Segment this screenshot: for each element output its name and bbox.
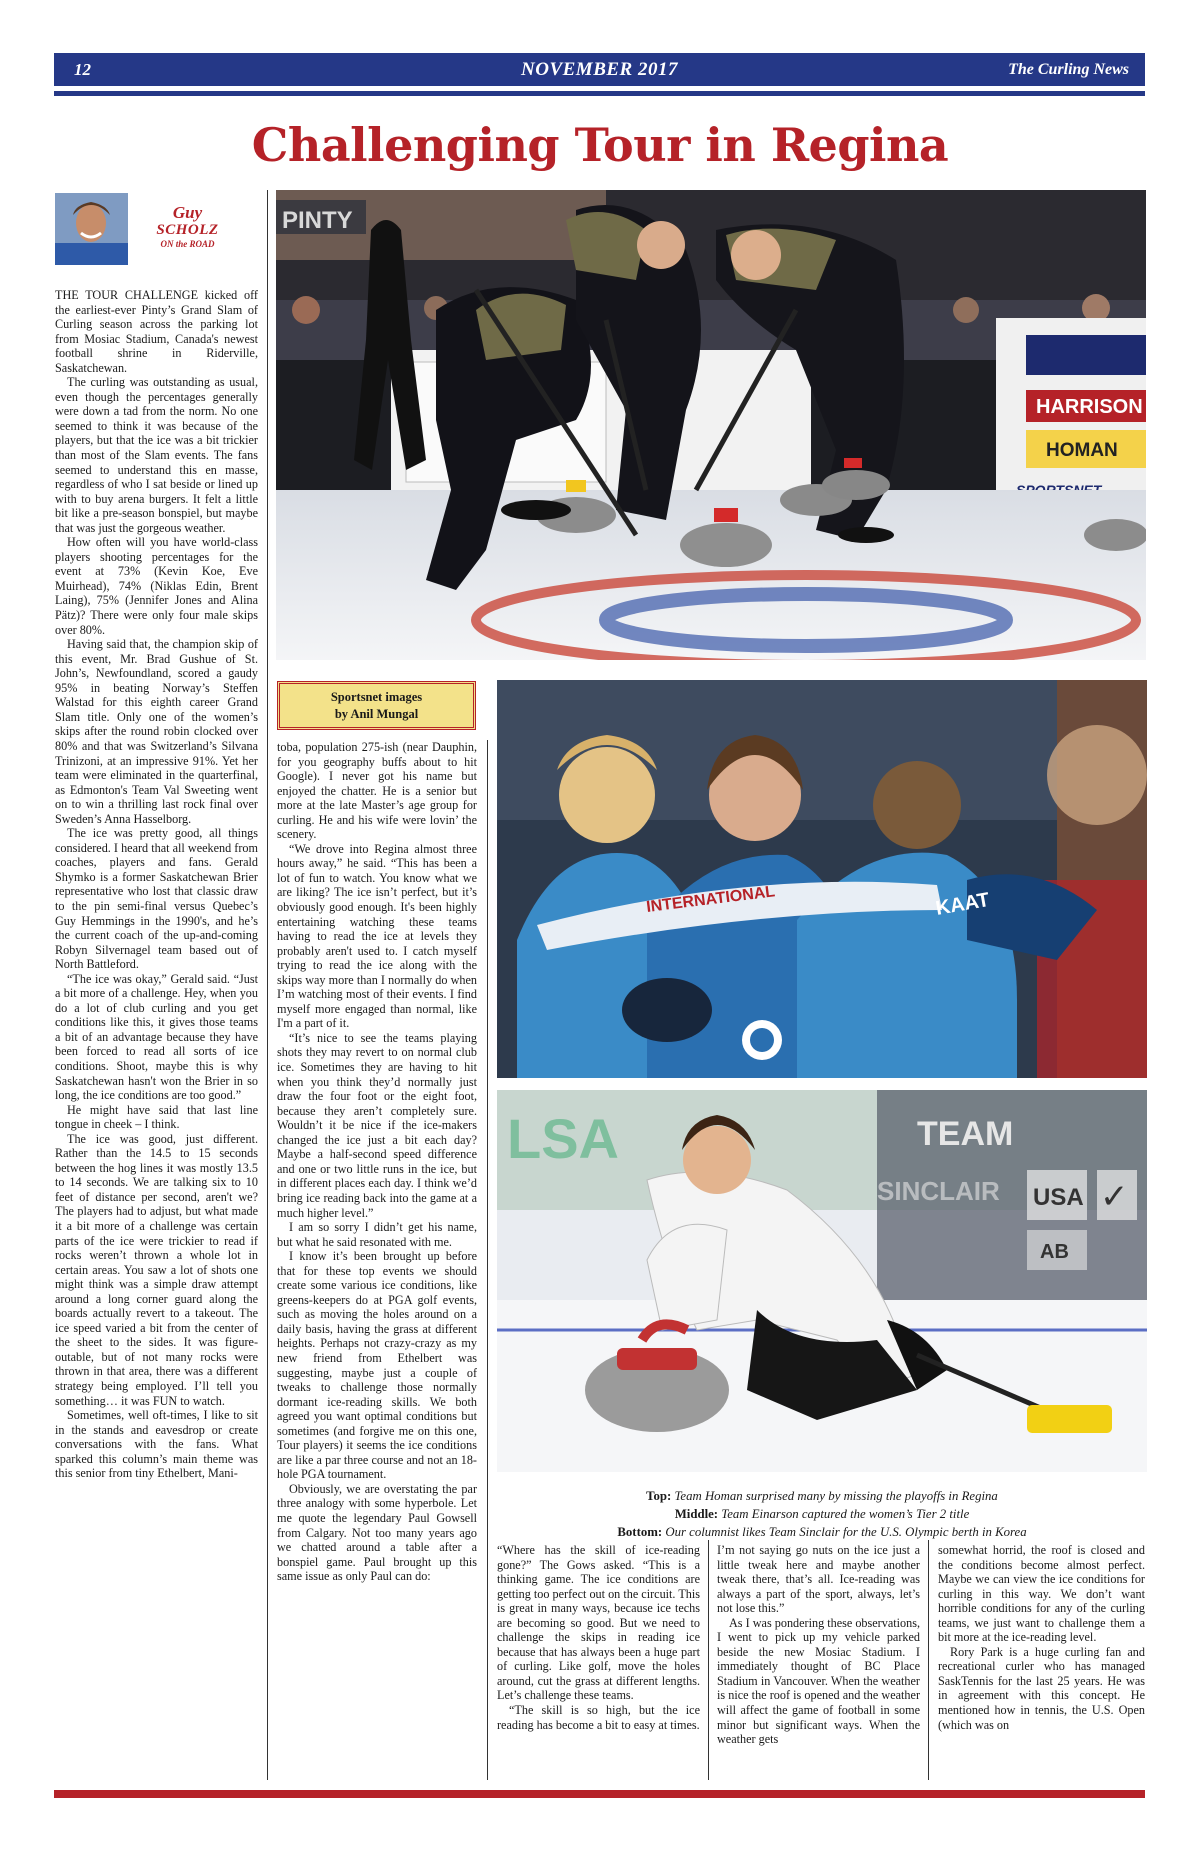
caption-text: Team Einarson captured the women’s Tier 2 title	[721, 1507, 970, 1521]
paragraph: As I was pondering these observations, I went to pick up my vehicle parked beside the new Mosiac Stadium. I immediately thought of BC Place Stadium in Vancouver. When the weather is nice the roof is opened and the weather will affect the game of football in some minor but significant ways. When the weather gets	[717, 1615, 920, 1747]
photo-credit-line: by Anil Mungal	[334, 707, 419, 721]
article-column-3	[497, 1543, 700, 1780]
sign-text: TEAM	[917, 1115, 1014, 1153]
article-column-4	[717, 1543, 920, 1780]
author-last-name: SCHOLZ	[156, 222, 219, 238]
sign-text: PINTY	[282, 207, 353, 234]
paragraph: I know it’s been brought up before that for these top events we should create some various ice conditions, like greens-keepers do at PGA golf events, such as moving the holes around on a daily basis, having the grass at different heights. Perhaps not crazy-crazy as my new friend from Ethelbert was suggesting, maybe just a couple of tweaks to challenge those normally dormant ice-reading skills. We both agreed you want optimal conditions but sometimes (and forgive me on this one, Tour players) it seems the ice conditions are like a par three course and not an 18-hole PGA tournament.	[277, 1249, 477, 1482]
paragraph: I am so sorry I didn’t get his name, but what he said resonated with me.	[277, 1220, 477, 1249]
sign-text: AB	[1040, 1241, 1069, 1263]
paragraph: THE TOUR CHALLENGE kicked off the earliest-ever Pinty’s Grand Slam of Curling season across the parking lot from Mosiac Stadium, Canada's newest football shrine in Riderville, Saskatchewan.	[55, 288, 258, 375]
paragraph: Rory Park is a huge curling fan and recreational curler who has managed SaskTennis for the last 25 years. He was in agreement with this concept. He mentioned how in tennis, the U.S. Open (which was on	[938, 1644, 1145, 1732]
column-rule	[928, 1540, 929, 1780]
photo-team-sinclair	[497, 1090, 1147, 1472]
page-number: 12	[74, 60, 91, 79]
sign-text: HARRISON	[1036, 396, 1143, 418]
column-rule	[267, 190, 268, 1780]
paragraph: somewhat horrid, the roof is closed and the conditions become almost perfect. Maybe we can view the ice conditions for curling in this way. We don’t want horrible conditions for any of the curling teams, we just want to challenge them a bit more at the ice-reading level.	[938, 1543, 1145, 1645]
article-column-2	[277, 740, 477, 1780]
sign-text: USA	[1033, 1184, 1084, 1211]
issue-date: NOVEMBER 2017	[521, 59, 678, 80]
photo-credit-box	[277, 681, 476, 730]
columnist-photo	[55, 193, 128, 265]
svg-text:✓: ✓	[1100, 1177, 1129, 1217]
article-column-5	[938, 1543, 1145, 1780]
paragraph: He might have said that last line tongue in cheek – I think.	[55, 1102, 258, 1132]
author-first-name: Guy	[172, 203, 203, 222]
jacket-text: KAAT	[934, 888, 992, 920]
caption-line	[497, 1505, 1147, 1523]
caption-label: Bottom:	[617, 1525, 663, 1539]
paragraph: How often will you have world-class players shooting percentages for the event at 73% (Kevin Koe, Eve Muirhead), 74% (Niklas Edin, Brent Laing), 75% (Jennifer Jones and Alina Pätz)? There were only four male skips over 80%.	[55, 535, 258, 637]
caption-text: Our columnist likes Team Sinclair for the U.S. Olympic berth in Korea	[665, 1525, 1027, 1539]
caption-label: Top:	[646, 1489, 672, 1503]
header-rule	[54, 91, 1145, 96]
paragraph: I’m not saying go nuts on the ice just a little tweak here and maybe another tweak there, that’s all. Ice-reading was always a part of the sport, always, let’s not lose this.”	[717, 1543, 920, 1616]
sign-text: SINCLAIR	[877, 1176, 1000, 1206]
photo-team-einarson	[497, 680, 1147, 1078]
byline	[120, 204, 255, 250]
paragraph: “It’s nice to see the teams playing shots they may revert to on normal club ice. Sometimes they are having to hit when you think they’d normally just draw the four foot or the eight foot, because they aren’t completely sure. Wouldn’t it be nice if the ice-makers changed the ice just a bit each day? Maybe a half-second speed difference and one or two little runs in the ice, but in different places each day. I think we’d bring ice reading back into the game at a much higher level.”	[277, 1030, 477, 1220]
paragraph: “The ice was okay,” Gerald said. “Just a bit more of a challenge. Hey, when you do a lot of club curling and you get conditions like this, it gives those teams a bit of an advantage because they have been forced to read all sorts of ice conditions. Shoot, maybe this is why Saskatchewan hasn't won the Brier in so long, the ice conditions are too good.”	[55, 971, 258, 1103]
caption-text: Team Homan surprised many by missing the playoffs in Regina	[674, 1489, 998, 1503]
footer-rule	[54, 1790, 1145, 1798]
header-bar	[54, 53, 1145, 86]
article-column-1	[55, 288, 258, 1780]
caption-line	[497, 1487, 1147, 1505]
column-rule	[487, 740, 488, 1780]
banner-text: INTERNATIONAL	[645, 883, 776, 916]
paragraph: Having said that, the champion skip of this event, Mr. Brad Gushue of St. John’s, Newfoundland, scored a gaudy 95% in beating Norway’s Steffen Walstad for this eighth career Grand Slam title. Only one of the women’s skips after the round robin clocked over 80% and that was Switzerland’s Silvana Trinizoni, at an impressive 91%. Yet her team were eliminated in the quarterfinal, as Edmonton's Team Val Sweeting went on to win a thrilling last rock final over Sweden’s Anna Hasselborg.	[55, 637, 258, 826]
paragraph: “The skill is so high, but the ice reading has become a bit to easy at times.	[497, 1703, 700, 1732]
svg-text:LSA: LSA	[507, 1107, 619, 1170]
paragraph: “We drove into Regina almost three hours away,” he said. “This has been a lot of fun to watch. You know what we are liking? The ice isn’t perfect, but it’s obviously good enough. It's been highly entertaining watching these teams having to read the ice at levels they probably aren't used to. I catch myself trying to read the ice along with the skips way more than I normally do when I’m watching most of their events. I find myself more engaged than normal, like I'm a part of it.	[277, 841, 477, 1031]
publication-name: The Curling News	[1008, 61, 1129, 78]
paragraph: The ice was good, just different. Rather than the 14.5 to 15 seconds between the hog lines it was mostly 13.5 to 14 seconds. We are talking six to 10 feet of distance per second, aren't we? The players had to adjust, but what made it a bit more of a challenge was certain parts of the ice were trickier to read if rocks weren’t thrown a whole lot in certain areas. You saw a lot of shots one might think was a simple draw attempt around a long corner guard along the boards actually revert to a takeout. The ice speed varied a bit from the center of the sheet to the sides. It was figure-outable, but of not many rocks were thrown in that area, there was a different strategy being employed. I’ll tell you something… it was FUN to watch.	[55, 1131, 258, 1408]
paragraph: Obviously, we are overstating the par three analogy with some hyperbole. Let me quote the legendary Paul Gowsell from Calgary. Not too many years ago we chatted around a table after a bonspiel game. Paul brought up this same issue as only Paul can do:	[277, 1481, 477, 1584]
paragraph: The ice was pretty good, all things considered. I heard that all weekend from coaches, players and fans. Gerald Shymko is a former Saskatchewan Brier representative who lost that classic draw to the pin semi-final versus Quebec’s Guy Hemmings in the 1990's, and he’s the current coach of the up-and-coming Robyn Silvernagel team based out of North Battleford.	[55, 826, 258, 972]
caption-label: Middle:	[674, 1507, 719, 1521]
paragraph: toba, population 275-ish (near Dauphin, for you geography buffs about to hit Google). I never got his name but enjoyed the chatter. He is a senior but more at the late Master’s age group for curling. He and his wife were lovin’ the scenery.	[277, 740, 477, 842]
paragraph: Sometimes, well oft-times, I like to sit in the stands and eavesdrop or create conversations with the fans. What sparked this column’s main theme was this senior from tiny Ethelbert, Mani-	[55, 1408, 258, 1481]
paragraph: “Where has the skill of ice-reading gone?” The Gows asked. “This is a thinking game. The ice conditions are getting too perfect out on the circuit. This is great in many ways, because ice techs are becoming so good. But we need to challenge the skips in reading ice because that has always been a huge part of curling. Like golf, move the holes around, cut the grass at different lengths. Let’s challenge these teams.	[497, 1543, 700, 1703]
caption-line	[497, 1523, 1147, 1541]
headline: Challenging Tour in Regina	[251, 118, 949, 172]
column-name: ON the ROAD	[160, 239, 215, 249]
photo-team-homan	[276, 190, 1146, 660]
sign-text: HOMAN	[1046, 440, 1118, 461]
photo-credit-line: Sportsnet images	[330, 690, 423, 704]
paragraph: The curling was outstanding as usual, even though the percentages generally were down a tad from the norm. No one seemed to think it was because of the players, but that the ice was a bit trickier than most of the Slam events. The fans seemed to understand this en masse, regardless of who I sat beside or lined up with to buy arena burgers. It felt a little bit like a pre-season bonspiel, but maybe that was just the gorgeous weather.	[55, 375, 258, 535]
photo-caption	[497, 1487, 1147, 1541]
column-rule	[708, 1540, 709, 1780]
